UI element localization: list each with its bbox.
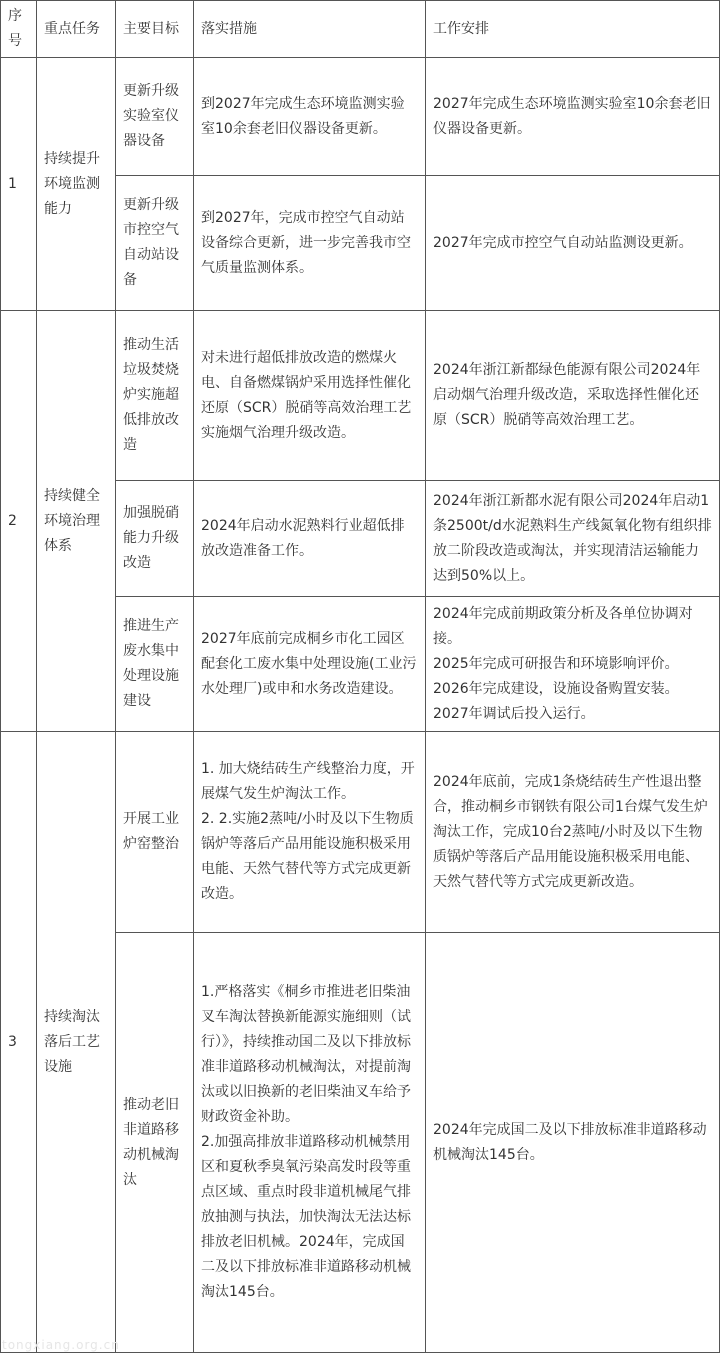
work-plan-cell [426, 176, 720, 311]
plan-text: 2027年调试后投入运行。 [433, 705, 595, 722]
plan-text: 2026年完成建设，设施设备购置安装。 [433, 680, 679, 697]
measures-cell [194, 481, 426, 597]
row-number-cell: 3 [1, 732, 37, 1353]
header-cell: 重点任务 [37, 1, 116, 58]
header-cell: 主要目标 [116, 1, 194, 58]
plan-text: 2024年底前，完成1条烧结砖生产性退出整合，推动桐乡市钢铁有限公司1台煤气发生炉淘汰工作，完成10台2蒸吨/小时及以下生物质锅炉等落后产品用能设施积极采用电能、天然气替代等方式完成更新改造。 [433, 773, 708, 890]
row-number-cell: 1 [1, 58, 37, 311]
key-task-cell: 持续健全环境治理体系 [37, 311, 116, 732]
work-plan-cell [426, 933, 720, 1353]
measure-text: 2027年底前完成桐乡市化工园区配套化工废水集中处理设施(工业污水处理厂)或申和水务改造建设。 [201, 630, 417, 697]
main-goal-cell: 推进生产废水集中处理设施建设 [116, 597, 194, 732]
table-header-row [1, 1, 720, 58]
plan-text: 2025年完成可研报告和环境影响评价。 [433, 655, 679, 672]
measure-text: 对未进行超低排放改造的燃煤火电、自备燃煤锅炉采用选择性催化还原（SCR）脱硝等高效治理工艺实施烟气治理升级改造。 [201, 349, 412, 441]
key-task-cell: 持续提升环境监测能力 [37, 58, 116, 311]
measure-text: 1. 加大烧结砖生产线整治力度，开展煤气发生炉淘汰工作。 [201, 761, 415, 802]
table-body [1, 1, 720, 1353]
measure-text: 1.严格落实《桐乡市推进老旧柴油叉车淘汰替换新能源实施细则（试行）》，持续推动国二及以下排放标准非道路移动机械淘汰，对提前淘汰或以旧换新的老旧柴油叉车给予财政资金补助。 [201, 984, 411, 1125]
work-plan-cell [426, 597, 720, 732]
main-goal-cell: 推动生活垃圾焚烧炉实施超低排放改造 [116, 311, 194, 481]
measures-cell [194, 311, 426, 481]
main-goal-cell: 开展工业炉窑整治 [116, 732, 194, 933]
measure-text: 2. 2.实施2蒸吨/小时及以下生物质锅炉等落后产品用能设施积极采用电能、天然气替代等方式完成更新改造。 [201, 811, 414, 902]
plan-text: 2024年完成国二及以下排放标准非道路移动机械淘汰145台。 [433, 1121, 707, 1163]
work-plan-cell [426, 58, 720, 176]
plan-text: 2024年浙江新都绿色能源有限公司2024年启动烟气治理升级改造，采取选择性催化还原（SCR）脱硝等高效治理工艺。 [433, 362, 701, 428]
row-number-cell: 2 [1, 311, 37, 732]
header-cell: 落实措施 [194, 1, 426, 58]
measures-cell [194, 933, 426, 1353]
work-plan-cell [426, 311, 720, 481]
table-row [1, 58, 720, 176]
work-plan-cell [426, 481, 720, 597]
measure-text: 到2027年完成生态环境监测实验室10余套老旧仪器设备更新。 [201, 95, 405, 137]
measures-cell [194, 732, 426, 933]
watermark: tongxiang.org.cn [2, 1338, 120, 1352]
main-goal-cell: 加强脱硝能力升级改造 [116, 481, 194, 597]
measures-cell [194, 58, 426, 176]
measures-cell [194, 176, 426, 311]
table-row [1, 732, 720, 933]
main-goal-cell: 更新升级实验室仪器设备 [116, 58, 194, 176]
plan-text: 2024年浙江新都水泥有限公司2024年启动1条2500t/d水泥熟料生产线氮氧化物有组织排放二阶段改造或淘汰，并实现清洁运输能力达到50%以上。 [433, 492, 712, 584]
main-goal-cell: 更新升级市控空气自动站设备 [116, 176, 194, 311]
plan-text: 2024年完成前期政策分析及各单位协调对接。 [433, 605, 693, 647]
header-cell: 工作安排 [426, 1, 720, 58]
table-row [1, 311, 720, 481]
measure-text: 2.加强高排放非道路移动机械禁用区和夏秋季臭氧污染高发时段等重点区域、重点时段非道机械尾气排放抽测与执法，加快淘汰无法达标排放老旧机械。2024年，完成国二及以下排放标准非道路移动机械淘汰145台。 [201, 1134, 411, 1300]
header-cell: 序号 [1, 1, 37, 58]
measures-cell [194, 597, 426, 732]
work-plan-cell [426, 732, 720, 933]
plan-text: 2027年完成生态环境监测实验室10余套老旧仪器设备更新。 [433, 95, 711, 137]
plan-text: 2027年完成市控空气自动站监测设更新。 [433, 234, 693, 251]
measure-text: 2024年启动水泥熟料行业超低排放改造准备工作。 [201, 517, 405, 559]
main-goal-cell: 推动老旧非道路移动机械淘汰 [116, 933, 194, 1353]
measure-text: 到2027年，完成市控空气自动站设备综合更新，进一步完善我市空气质量监测体系。 [201, 209, 411, 276]
key-task-cell: 持续淘汰落后工艺设施 [37, 732, 116, 1353]
